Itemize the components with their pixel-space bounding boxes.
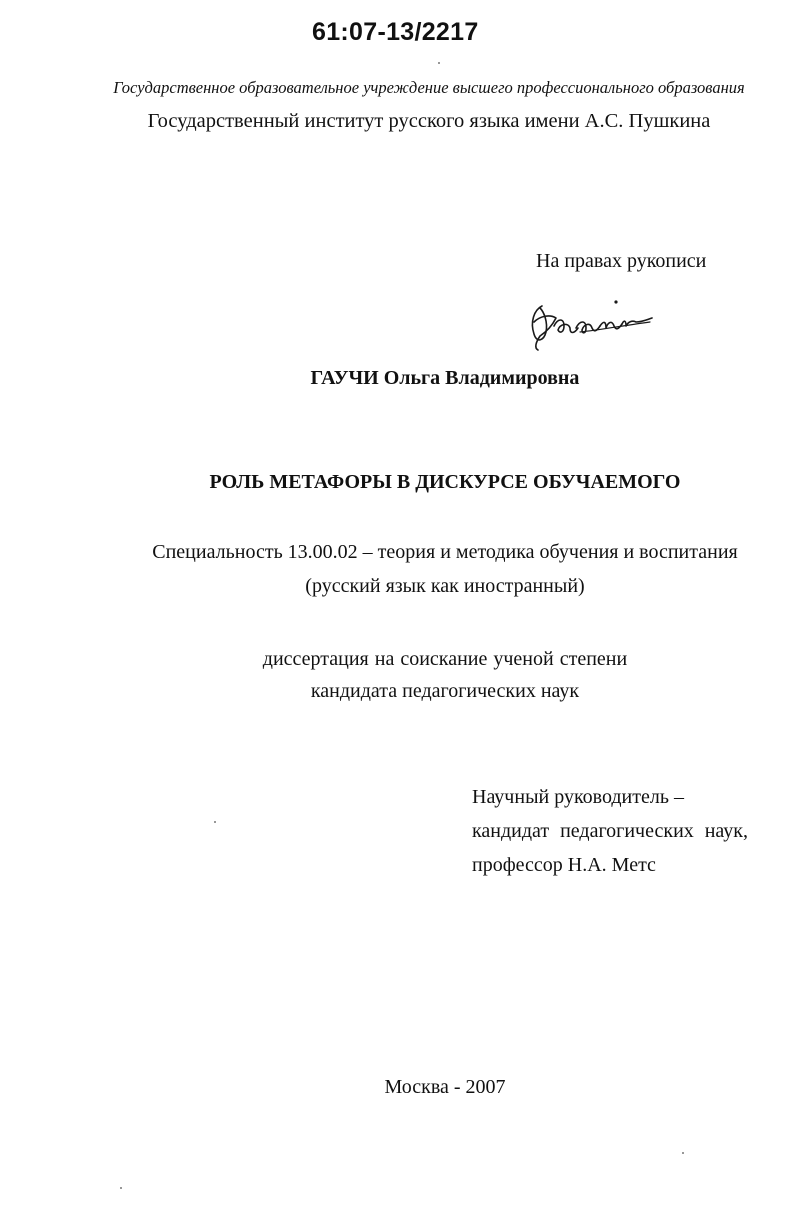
degree-line-2: кандидата педагогических наук bbox=[310, 680, 580, 702]
scan-speck bbox=[120, 1187, 122, 1189]
specialty-line-2: (русский язык как иностранный) bbox=[305, 575, 585, 597]
manuscript-rights: На правах рукописи bbox=[536, 250, 707, 272]
supervisor-name: профессор Н.А. Метс bbox=[472, 854, 656, 876]
scan-speck bbox=[438, 62, 440, 64]
city-year: Москва - 2007 bbox=[384, 1076, 506, 1098]
author-name: ГАУЧИ Ольга Владимировна bbox=[310, 367, 580, 389]
supervisor-label: Научный руководитель – bbox=[472, 786, 684, 808]
supervisor-degree: кандидат педагогических наук, bbox=[472, 820, 748, 842]
scan-speck bbox=[214, 821, 216, 823]
institute-name: Государственный институт русского языка имени А.С. Пушкина bbox=[147, 110, 711, 132]
dissertation-title: РОЛЬ МЕТАФОРЫ В ДИСКУРСЕ ОБУЧАЕМОГО bbox=[209, 471, 681, 493]
archive-code: 61:07-13/2217 bbox=[312, 18, 479, 46]
scan-speck bbox=[682, 1152, 684, 1154]
handwritten-signature-icon bbox=[520, 292, 656, 354]
organization-type: Государственное образовательное учреждение высшего профессионального образования bbox=[113, 78, 745, 97]
degree-line-1: диссертация на соискание ученой степени bbox=[262, 648, 628, 670]
specialty-line-1: Специальность 13.00.02 – теория и методика обучения и воспитания bbox=[152, 541, 738, 563]
